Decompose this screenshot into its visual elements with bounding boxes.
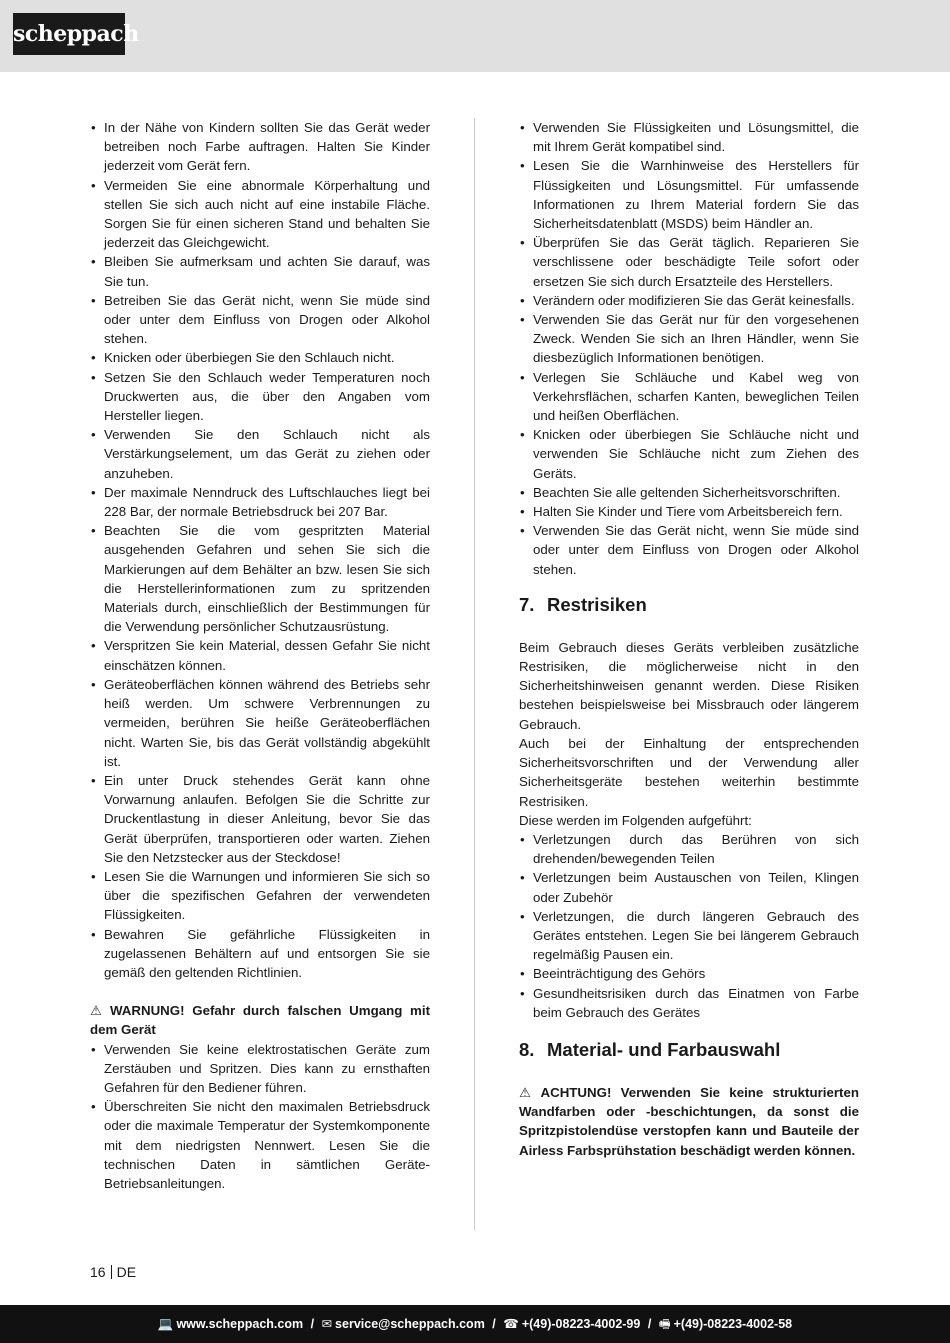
list-item: • Verändern oder modifizieren Sie das Gerät keinesfalls. (519, 291, 859, 310)
section-8-number: 8. (519, 1038, 535, 1060)
list-item: • Geräteoberflächen können während des Betriebs sehr heiß werden. Um schwere Verbrennungen zu vermeiden, berühren Sie heiße Geräteoberflächen nicht. Warten Sie, bis das Gerät vollständig abgekühlt ist. (90, 675, 430, 771)
section-8-title: Material- und Farbauswahl (547, 1038, 781, 1060)
column-divider (474, 118, 475, 1230)
list-item: • Verwenden Sie keine elektrostatischen Geräte zum Zerstäuben und Spritzen. Dies kann zu ernsthaften Gefahren für den Bediener führen. (90, 1040, 430, 1098)
list-item: • Ein unter Druck stehendes Gerät kann ohne Vorwarnung anlaufen. Befolgen Sie die Schritte zur Druckentlastung in dieser Anleitung, bevor Sie das Gerät überprüfen, transportieren oder warten. Ziehen Sie den Netzstecker aus der Steckdose! (90, 771, 430, 867)
section-7-paragraph-3: Diese werden im Folgenden aufgeführt: (519, 812, 752, 828)
warning-heading-text: WARNUNG! Gefahr durch falschen Umgang mit dem Gerät (90, 1003, 431, 1038)
page-number-value: 16 (90, 1264, 106, 1280)
computer-icon: 💻 (157, 1317, 174, 1331)
page-number-separator (111, 1265, 112, 1279)
language-code: DE (116, 1264, 137, 1280)
list-item: • Halten Sie Kinder und Tiere vom Arbeitsbereich fern. (519, 502, 859, 521)
list-item: • Verletzungen beim Austauschen von Teilen, Klingen oder Zubehör (519, 868, 859, 906)
separator: / (492, 1317, 496, 1331)
phone-icon: ☎ (503, 1317, 519, 1331)
separator: / (310, 1317, 315, 1331)
separator: / (647, 1317, 652, 1331)
safety-list-2 (90, 1040, 430, 1194)
list-item: • Verlegen Sie Schläuche und Kabel weg von Verkehrsflächen, scharfen Kanten, beweglichen Teilen und heißen Oberflächen. (519, 368, 859, 426)
safety-list-3 (519, 118, 859, 579)
mail-icon: ✉ (321, 1317, 333, 1331)
list-item: • Vermeiden Sie eine abnormale Körperhaltung und stellen Sie sich auch nicht auf eine instabile Fläche. Sorgen Sie für einen sicheren Stand und behalten Sie jederzeit das Gleichgewicht. (90, 176, 430, 253)
list-item: • Verwenden Sie den Schlauch nicht als Verstärkungselement, um das Gerät zu ziehen oder anzuheben. (90, 425, 430, 483)
list-item: • Der maximale Nenndruck des Luftschlauches liegt bei 228 Bar, der normale Betriebsdruck bei 207 Bar. (90, 483, 430, 521)
right-column (519, 118, 859, 1160)
list-item: • Überschreiten Sie nicht den maximalen Betriebsdruck oder die maximale Temperatur der Systemkomponente mit dem niedrigsten Nennwert. Lesen Sie die technischen Daten in sämtlichen Geräte-Betriebsanleitungen. (90, 1097, 430, 1193)
header-band (0, 0, 950, 72)
fax-icon: 🖷 (658, 1317, 671, 1331)
section-7-heading (519, 593, 859, 617)
list-item: • Betreiben Sie das Gerät nicht, wenn Sie müde sind oder unter dem Einfluss von Drogen oder Alkohol stehen. (90, 291, 430, 349)
list-item: • Knicken oder überbiegen Sie den Schlauch nicht. (90, 348, 430, 367)
email-link[interactable]: service@scheppach.com (335, 1317, 485, 1331)
list-item: • Beachten Sie die vom gespritzten Material ausgehenden Gefahren und sehen Sie sich die Markierungen auf dem Behälter an bzw. lesen Sie sich die Herstellerinformationen zum zu spritzenden Materials durch, einschließlich der Bestimmungen für die Verwendung persönlicher Schutzausrüstung. (90, 521, 430, 636)
scheppach-logo: scheppach (13, 13, 125, 55)
list-item: • Bleiben Sie aufmerksam und achten Sie darauf, was Sie tun. (90, 252, 430, 290)
section-7-number: 7. (519, 593, 535, 615)
contact-bar (0, 1305, 950, 1343)
fax-number: +(49)-08223-4002-58 (673, 1317, 793, 1331)
list-item: • Setzen Sie den Schlauch weder Temperaturen noch Druckwerten aus, die über den Angaben vom Hersteller liegen. (90, 368, 430, 426)
list-item: • Verletzungen, die durch längeren Gebrauch des Gerätes entstehen. Legen Sie bei längerem Gebrauch regelmäßig Pausen ein. (519, 907, 859, 965)
warning-heading (90, 1001, 430, 1039)
section-7-paragraph-2: Auch bei der Einhaltung der entsprechenden Sicherheitsvorschriften und der Verwendung aller Sicherheitsgeräte bestehen weiterhin bestimmte Restrisiken. (519, 735, 859, 809)
list-item: • Beachten Sie alle geltenden Sicherheitsvorschriften. (519, 483, 859, 502)
section-8-heading (519, 1038, 859, 1062)
attention-notice (519, 1083, 859, 1160)
left-column (90, 118, 430, 1193)
safety-list-1 (90, 118, 430, 982)
list-item: • Verwenden Sie das Gerät nur für den vorgesehenen Zweck. Wenden Sie sich an Ihren Händler, wenn Sie diesbezüglich Informationen benötigen. (519, 310, 859, 368)
website-link[interactable]: www.scheppach.com (176, 1317, 304, 1331)
list-item: • Überprüfen Sie das Gerät täglich. Reparieren Sie verschlissene oder beschädigte Teile sofort oder ersetzen Sie sich durch Ersatzteile des Herstellers. (519, 233, 859, 291)
residual-risks-list (519, 830, 859, 1022)
section-7-title: Restrisiken (547, 593, 647, 615)
list-item: • Gesundheitsrisiken durch das Einatmen von Farbe beim Gebrauch des Gerätes (519, 984, 859, 1022)
list-item: • Bewahren Sie gefährliche Flüssigkeiten in zugelassenen Behältern auf und entsorgen Sie sie gemäß den geltenden Richtlinien. (90, 925, 430, 983)
list-item: • Verspritzen Sie kein Material, dessen Gefahr Sie nicht einschätzen können. (90, 636, 430, 674)
page-number (90, 1264, 136, 1280)
list-item: • Beeinträchtigung des Gehörs (519, 964, 859, 983)
section-7-paragraph-1: Beim Gebrauch dieses Geräts verbleiben zusätzliche Restrisiken, die möglicherweise nicht in den Sicherheitshinweisen genannt werden. Diese Risiken bestehen beispielsweise bei Missbrauch oder längerem Gebrauch. (519, 639, 859, 732)
list-item: • Lesen Sie die Warnhinweise des Herstellers für Flüssigkeiten und Lösungsmittel. Für umfassende Informationen zu Ihrem Material fordern Sie das Sicherheitsdatenblatt (MSDS) beim Händler an. (519, 156, 859, 233)
list-item: • In der Nähe von Kindern sollten Sie das Gerät weder betreiben noch Farbe auftragen. Halten Sie Kinder jederzeit vom Gerät fern. (90, 118, 430, 176)
warning-triangle-icon: ⚠ (90, 1003, 106, 1019)
list-item: • Verwenden Sie das Gerät nicht, wenn Sie müde sind oder unter dem Einfluss von Drogen oder Alkohol stehen. (519, 521, 859, 579)
phone-number[interactable]: +(49)-08223-4002-99 (521, 1317, 641, 1331)
list-item: • Knicken oder überbiegen Sie Schläuche nicht und verwenden Sie Schläuche nicht zum Ziehen des Geräts. (519, 425, 859, 483)
list-item: • Verwenden Sie Flüssigkeiten und Lösungsmittel, die mit Ihrem Gerät kompatibel sind. (519, 118, 859, 156)
list-item: • Lesen Sie die Warnungen und informieren Sie sich so über die spezifischen Gefahren der verwendeten Flüssigkeiten. (90, 867, 430, 925)
warning-triangle-icon: ⚠ (519, 1084, 537, 1100)
attention-notice-text: ACHTUNG! Verwenden Sie keine strukturierten Wandfarben oder -beschichtungen, da sonst die Spritzpistolendüse verstopfen kann und Bauteile der Airless Farbsprühstation beschädigt werden können. (519, 1084, 859, 1158)
list-item: • Verletzungen durch das Berühren von sich drehenden/bewegenden Teilen (519, 830, 859, 868)
